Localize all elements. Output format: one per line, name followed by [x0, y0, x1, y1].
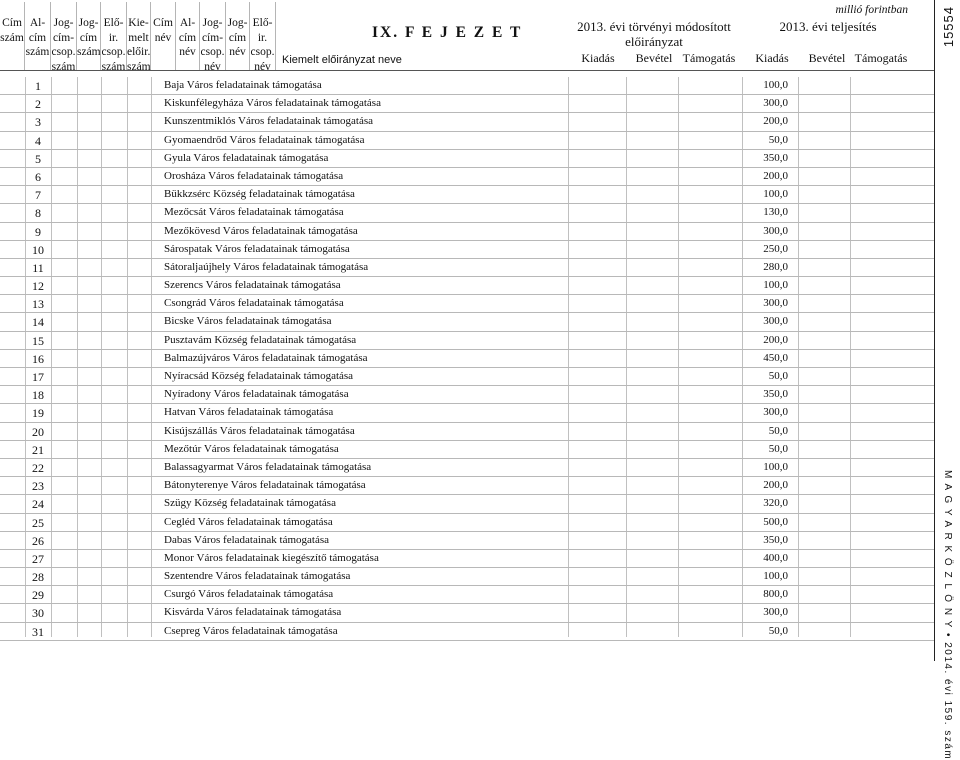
- row-amount: 50,0: [768, 133, 788, 146]
- row-amount: 100,0: [763, 79, 788, 91]
- table-row: [0, 550, 934, 568]
- row-number: 16: [32, 351, 44, 366]
- table-row: [0, 586, 934, 604]
- row-amount: 200,0: [763, 115, 788, 128]
- table-row: [0, 568, 934, 586]
- row-number: 31: [32, 624, 44, 639]
- row-number: 4: [35, 133, 41, 148]
- row-amount: 50,0: [768, 424, 788, 437]
- row-name: Hatvan Város feladatainak támogatása: [164, 406, 334, 419]
- row-name: Baja Város feladatainak támogatása: [164, 79, 322, 91]
- table-row: [0, 150, 934, 168]
- row-name: Szentendre Város feladatainak támogatása: [164, 570, 351, 583]
- row-name: Kisvárda Város feladatainak támogatása: [164, 606, 342, 619]
- table-row: [0, 113, 934, 131]
- row-amount: 100,0: [763, 570, 788, 583]
- row-number: 18: [32, 388, 44, 403]
- row-name: Szügy Község feladatainak támogatása: [164, 497, 336, 510]
- row-number: 23: [32, 479, 44, 494]
- row-name: Pusztavám Község feladatainak támogatása: [164, 333, 357, 346]
- subheader-tamogatas-1: Támogatás: [682, 51, 736, 65]
- subheader-kiadas-2: Kiadás: [755, 51, 789, 65]
- header-col-kiemelt-eloir-szam: Kie- melt előir. szám: [127, 2, 151, 70]
- group-header-teljesites: 2013. évi teljesítés: [779, 19, 877, 34]
- row-amount: 300,0: [763, 224, 788, 237]
- row-amount: 450,0: [763, 351, 788, 364]
- table-row: [0, 495, 934, 513]
- table-row: [0, 423, 934, 441]
- row-name: Sárospatak Város feladatainak támogatása: [164, 242, 350, 255]
- row-name: Orosháza Város feladatainak támogatása: [164, 169, 344, 182]
- row-amount: 800,0: [763, 588, 788, 601]
- header-col-cim-szam: Cím szám: [0, 2, 25, 70]
- row-number: 2: [35, 97, 41, 112]
- row-name: Mezőtúr Város feladatainak támogatása: [164, 442, 339, 455]
- row-amount: 200,0: [763, 479, 788, 492]
- table-row: [0, 368, 934, 386]
- row-number: 22: [32, 460, 44, 475]
- row-amount: 350,0: [763, 388, 788, 401]
- row-amount: 200,0: [763, 169, 788, 182]
- row-name: Balmazújváros Város feladatainak támogatása: [164, 351, 368, 364]
- row-name: Csepreg Város feladatainak támogatása: [164, 624, 338, 637]
- group-header-modositott: 2013. évi törvényi módosított előirányzat: [577, 19, 731, 49]
- table-row: [0, 404, 934, 422]
- kiemelt-eloiranyzat-label: Kiemelt előirányzat neve: [282, 54, 402, 66]
- table-row: [0, 186, 934, 204]
- row-name: Cegléd Város feladatainak támogatása: [164, 515, 333, 528]
- table-row: [0, 95, 934, 113]
- page-number: 15554: [941, 6, 956, 48]
- table-row: [0, 259, 934, 277]
- row-amount: 300,0: [763, 406, 788, 419]
- row-number: 6: [35, 169, 41, 184]
- row-number: 28: [32, 570, 44, 585]
- table-row: [0, 132, 934, 150]
- table-row: [0, 241, 934, 259]
- row-number: 3: [35, 115, 41, 130]
- row-number: 8: [35, 206, 41, 221]
- subheader-bevetel-1: Bevétel: [635, 51, 673, 65]
- row-name: Monor Város feladatainak kiegészítő támogatása: [164, 551, 379, 564]
- row-name: Kiskunfélegyháza Város feladatainak támogatása: [164, 97, 381, 110]
- row-name: Nyíradony Város feladatainak támogatása: [164, 388, 349, 401]
- row-number: 7: [35, 188, 41, 203]
- table-row: [0, 441, 934, 459]
- header-col-alcim-nev: Al- cím név: [176, 2, 200, 70]
- row-amount: 300,0: [763, 297, 788, 310]
- row-number: 1: [35, 79, 41, 93]
- row-name: Szerencs Város feladatainak támogatása: [164, 279, 341, 292]
- header-col-jogcimcsop-nev: Jog- cím- csop. név: [200, 2, 226, 70]
- table-row: [0, 332, 934, 350]
- row-amount: 100,0: [763, 460, 788, 473]
- row-number: 24: [32, 497, 44, 512]
- row-number: 21: [32, 442, 44, 457]
- row-number: 29: [32, 588, 44, 603]
- table-row: [0, 313, 934, 331]
- row-amount: 130,0: [763, 206, 788, 219]
- row-number: 25: [32, 515, 44, 530]
- table-row: [0, 277, 934, 295]
- subheader-kiadas-1: Kiadás: [581, 51, 615, 65]
- header-col-alcim-szam: Al- cím szám: [25, 2, 51, 70]
- table-row: [0, 223, 934, 241]
- row-amount: 300,0: [763, 97, 788, 110]
- publication-title: M A G Y A R K Ö Z L Ö N Y • 2014. évi 159. szám: [942, 470, 953, 760]
- row-name: Sátoraljaújhely Város feladatainak támogatása: [164, 260, 369, 273]
- table-row: [0, 295, 934, 313]
- row-amount: 200,0: [763, 333, 788, 346]
- row-name: Gyula Város feladatainak támogatása: [164, 151, 329, 164]
- row-amount: 300,0: [763, 315, 788, 328]
- row-number: 19: [32, 406, 44, 421]
- table-row: [0, 386, 934, 404]
- row-name: Kunszentmiklós Város feladatainak támogatása: [164, 115, 374, 128]
- header-col-jogcimcsop-szam: Jog- cím- csop. szám: [51, 2, 77, 70]
- table-row: [0, 623, 934, 641]
- row-number: 30: [32, 606, 44, 621]
- row-amount: 50,0: [768, 370, 788, 382]
- row-number: 26: [32, 533, 44, 548]
- header-col-eloir-csop-nev: Elő- ir. csop. név: [250, 2, 276, 70]
- row-amount: 300,0: [763, 606, 788, 619]
- table-row: [0, 532, 934, 550]
- row-number: 20: [32, 424, 44, 439]
- row-name: Gyomaendrőd Város feladatainak támogatása: [164, 133, 365, 146]
- row-number: 5: [35, 151, 41, 166]
- row-name: Mezőkövesd Város feladatainak támogatása: [164, 224, 358, 237]
- row-name: Bükkzsérc Község feladatainak támogatása: [164, 188, 355, 201]
- header-col-jogcim-nev: Jog- cím név: [226, 2, 250, 70]
- row-amount: 500,0: [763, 515, 788, 528]
- row-name: Bátonyterenye Város feladatainak támogatása: [164, 479, 366, 492]
- row-number: 9: [35, 224, 41, 239]
- table-row: [0, 459, 934, 477]
- side-margin: [934, 0, 960, 760]
- row-amount: 100,0: [763, 188, 788, 201]
- row-amount: 350,0: [763, 151, 788, 164]
- row-amount: 50,0: [768, 624, 788, 637]
- table-row: [0, 77, 934, 95]
- row-name: Csongrád Város feladatainak támogatása: [164, 297, 344, 310]
- row-number: 13: [32, 297, 44, 312]
- table-row: [0, 204, 934, 222]
- table-row: [0, 477, 934, 495]
- row-amount: 320,0: [763, 497, 788, 510]
- row-name: Bicske Város feladatainak támogatása: [164, 315, 332, 328]
- row-amount: 50,0: [768, 442, 788, 455]
- row-name: Mezőcsát Város feladatainak támogatása: [164, 206, 344, 219]
- row-amount: 350,0: [763, 533, 788, 546]
- table-row: [0, 168, 934, 186]
- unit-label: millió forintban: [835, 4, 908, 16]
- subheader-tamogatas-2: Támogatás: [854, 51, 908, 65]
- row-number: 17: [32, 370, 44, 384]
- table-body: [0, 77, 934, 641]
- chapter-title: IX. F E J E Z E T: [372, 24, 523, 41]
- subheader-bevetel-2: Bevétel: [808, 51, 846, 65]
- header-col-cim-nev: Cím név: [151, 2, 176, 70]
- table-row: [0, 604, 934, 622]
- row-name: Balassagyarmat Város feladatainak támogatása: [164, 460, 372, 473]
- row-amount: 100,0: [763, 279, 788, 292]
- row-amount: 250,0: [763, 242, 788, 255]
- row-number: 11: [32, 260, 44, 275]
- row-number: 27: [32, 551, 44, 566]
- row-name: Nyíracsád Község feladatainak támogatása: [164, 370, 354, 382]
- table-row: [0, 514, 934, 532]
- row-name: Dabas Város feladatainak támogatása: [164, 533, 330, 546]
- table-header: [0, 2, 934, 73]
- row-number: 15: [32, 333, 44, 348]
- row-number: 14: [32, 315, 44, 330]
- row-name: Kisújszállás Város feladatainak támogatása: [164, 424, 355, 437]
- header-col-eloir-csop-szam: Elő- ir. csop. szám: [101, 2, 127, 70]
- header-divider: [0, 70, 934, 71]
- row-number: 10: [32, 242, 44, 257]
- row-number: 12: [32, 279, 44, 294]
- row-amount: 280,0: [763, 260, 788, 273]
- table-row: [0, 350, 934, 368]
- header-col-jogcim-szam: Jog- cím szám: [77, 2, 101, 70]
- row-amount: 400,0: [763, 551, 788, 564]
- row-name: Csurgó Város feladatainak támogatása: [164, 588, 334, 601]
